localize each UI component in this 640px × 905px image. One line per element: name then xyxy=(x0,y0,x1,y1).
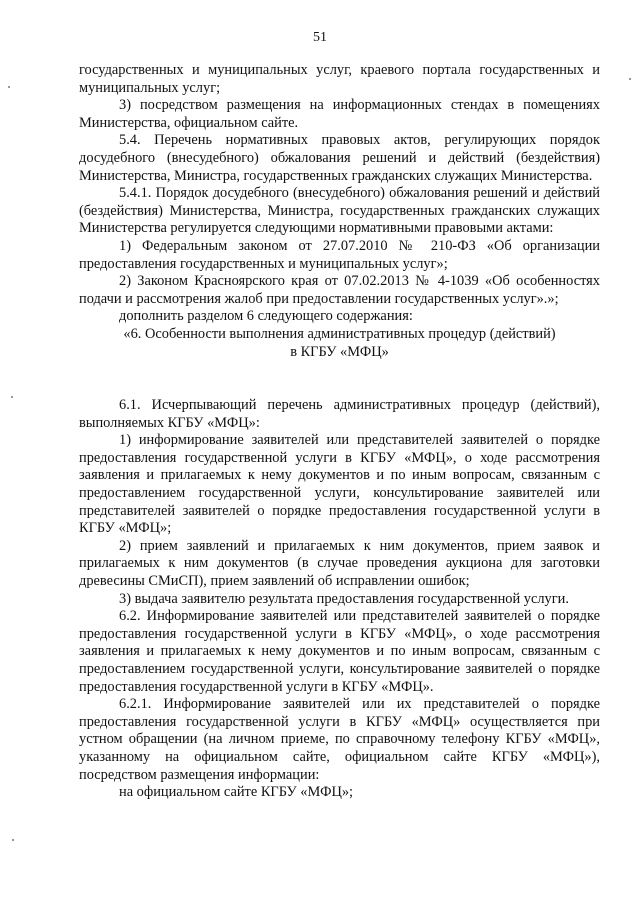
scan-speck xyxy=(11,396,13,398)
scan-speck xyxy=(12,839,14,841)
blank-space xyxy=(79,361,600,397)
section-heading-line-1: «6. Особенности выполнения административных процедур (действий) xyxy=(123,325,556,342)
paragraph-6-1: 6.1. Исчерпывающий перечень административных процедур (действий), выполняемых КГБУ «МФЦ»: xyxy=(79,397,600,431)
paragraph-6-2-1: 6.2.1. Информирование заявителей или их представителей о порядке предоставления государственной услуги в КГБУ «МФЦ» осуществляется при устном обращении (на личном приеме, по справочному телефону КГБУ «МФЦ», указанному на официальном сайте, официальном сайте КГБУ «МФЦ»), посредством размещения информации: xyxy=(79,696,600,783)
section-heading-line-2: в КГБУ «МФЦ» xyxy=(290,343,389,360)
document-body xyxy=(79,62,600,802)
page-number: 51 xyxy=(313,30,327,45)
paragraph-6-1-item-2: 2) прием заявлений и прилагаемых к ним документов, прием заявок и прилагаемых к ним документов (в случае проведения аукциона для заготовки древесины СМиСП), прием заявлений об исправлении ошибок; xyxy=(79,537,600,590)
paragraph-6-2: 6.2. Информирование заявителей или представителей заявителей о порядке предоставления государственной услуги в КГБУ «МФЦ», о ходе рассмотрения заявления и прилагаемых к нему документов и по иным вопросам, связанным с предоставлением государственной услуги, консультирование заявителей о порядке предоставления государственной услуги в КГБУ «МФЦ». xyxy=(79,608,600,695)
paragraph-5-4-1: 5.4.1. Порядок досудебного (внесудебного) обжалования решений и действий (бездействия) Министерства, Министра, государственных гражданских служащих Министерства регулируется следующими нормативными правовыми актами: xyxy=(79,185,600,237)
paragraph-6-1-item-1: 1) информирование заявителей или представителей заявителей о порядке предоставления государственной услуги в КГБУ «МФЦ», о ходе рассмотрения заявления и прилагаемых к нему документов и по иным вопросам, связанным с предоставлением государственной услуги, консультирование заявителей или представителей заявителей о порядке предоставления государственной услуги в КГБУ «МФЦ»; xyxy=(79,432,600,537)
paragraph-official-site: на официальном сайте КГБУ «МФЦ»; xyxy=(119,784,354,801)
scan-speck xyxy=(8,86,10,88)
paragraph-continuation: государственных и муниципальных услуг, краевого портала государственных и муниципальных услуг; xyxy=(79,62,600,96)
paragraph-add-section: дополнить разделом 6 следующего содержания: xyxy=(119,308,413,325)
scan-speck xyxy=(629,78,631,80)
paragraph-law-2: 2) Законом Красноярского края от 07.02.2013 № 4-1039 «Об особенностях подачи и рассмотрения жалоб при предоставлении государственных услуг».»; xyxy=(79,273,600,307)
paragraph-6-1-item-3: 3) выдача заявителю результата предоставления государственной услуги. xyxy=(119,590,569,607)
paragraph-5-4: 5.4. Перечень нормативных правовых актов, регулирующих порядок досудебного (внесудебного) обжалования решений и действий (бездействия) Министерства, Министра, государственных гражданских служащих Министерства. xyxy=(79,132,600,184)
paragraph-item-3: 3) посредством размещения на информационных стендах в помещениях Министерства, официальном сайте. xyxy=(79,97,600,131)
paragraph-law-1: 1) Федеральным законом от 27.07.2010 № 210-ФЗ «Об организации предоставления государственных и муниципальных услуг»; xyxy=(79,237,600,272)
